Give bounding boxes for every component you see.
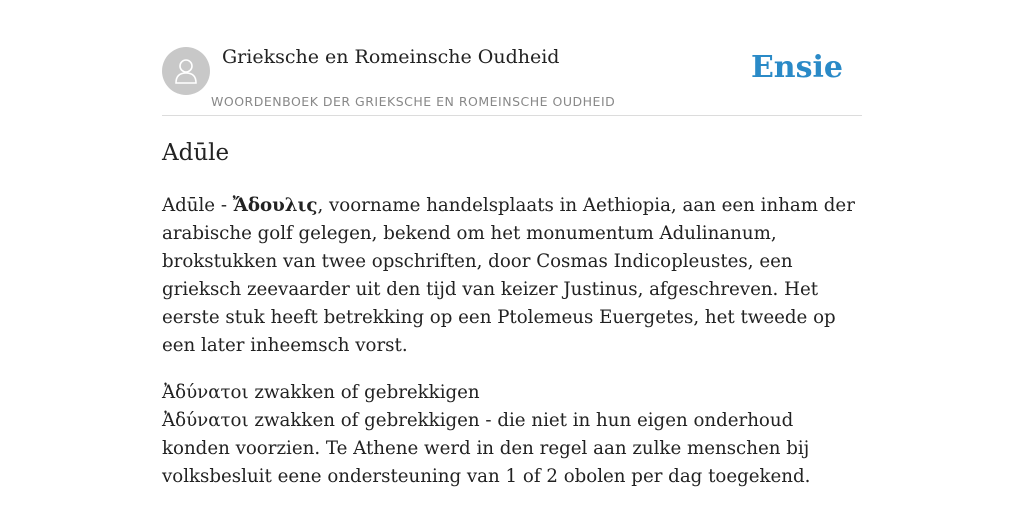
- definition-paragraph: [162, 192, 862, 360]
- definition-text: , voorname handelsplaats in Aethiopia, aan een inham der arabische golf gelegen, bekend om het monumentum Adulinanum, brokstukken van twee opschriften, door Cosmas Indicopleustes, een grieksch zeevaarder uit den tijd van keizer Justinus, afgeschreven. Het eerste stuk heeft betrekking op een Ptolemeus Euergetes, het tweede op een later inheemsch vorst.: [162, 195, 855, 356]
- related-entry-title[interactable]: Ἀδύνατοι zwakken of gebrekkigen: [162, 382, 480, 403]
- related-entry: [162, 379, 862, 491]
- definition-term: Adūle: [162, 195, 216, 216]
- source-subtitle: WOORDENBOEK DER GRIEKSCHE EN ROMEINSCHE OUDHEID: [211, 94, 616, 109]
- related-entry-text: Ἀδύνατοι zwakken of gebrekkigen - die niet in hun eigen onderhoud konden voorzien. Te Athene werd in den regel aan zulke menschen bij volksbesluit eene ondersteuning van 1 of 2 obolen per dag toegekend.: [162, 410, 811, 487]
- entry-content: [162, 192, 862, 510]
- definition-separator: -: [215, 195, 233, 216]
- page-title: Adūle: [162, 140, 230, 166]
- divider: [162, 115, 862, 116]
- user-icon: [171, 56, 201, 86]
- avatar[interactable]: [162, 47, 210, 95]
- greek-term: Ἄδουλις: [232, 195, 318, 216]
- ensie-logo[interactable]: Ensie: [750, 50, 843, 85]
- source-title[interactable]: Grieksche en Romeinsche Oudheid: [222, 46, 560, 68]
